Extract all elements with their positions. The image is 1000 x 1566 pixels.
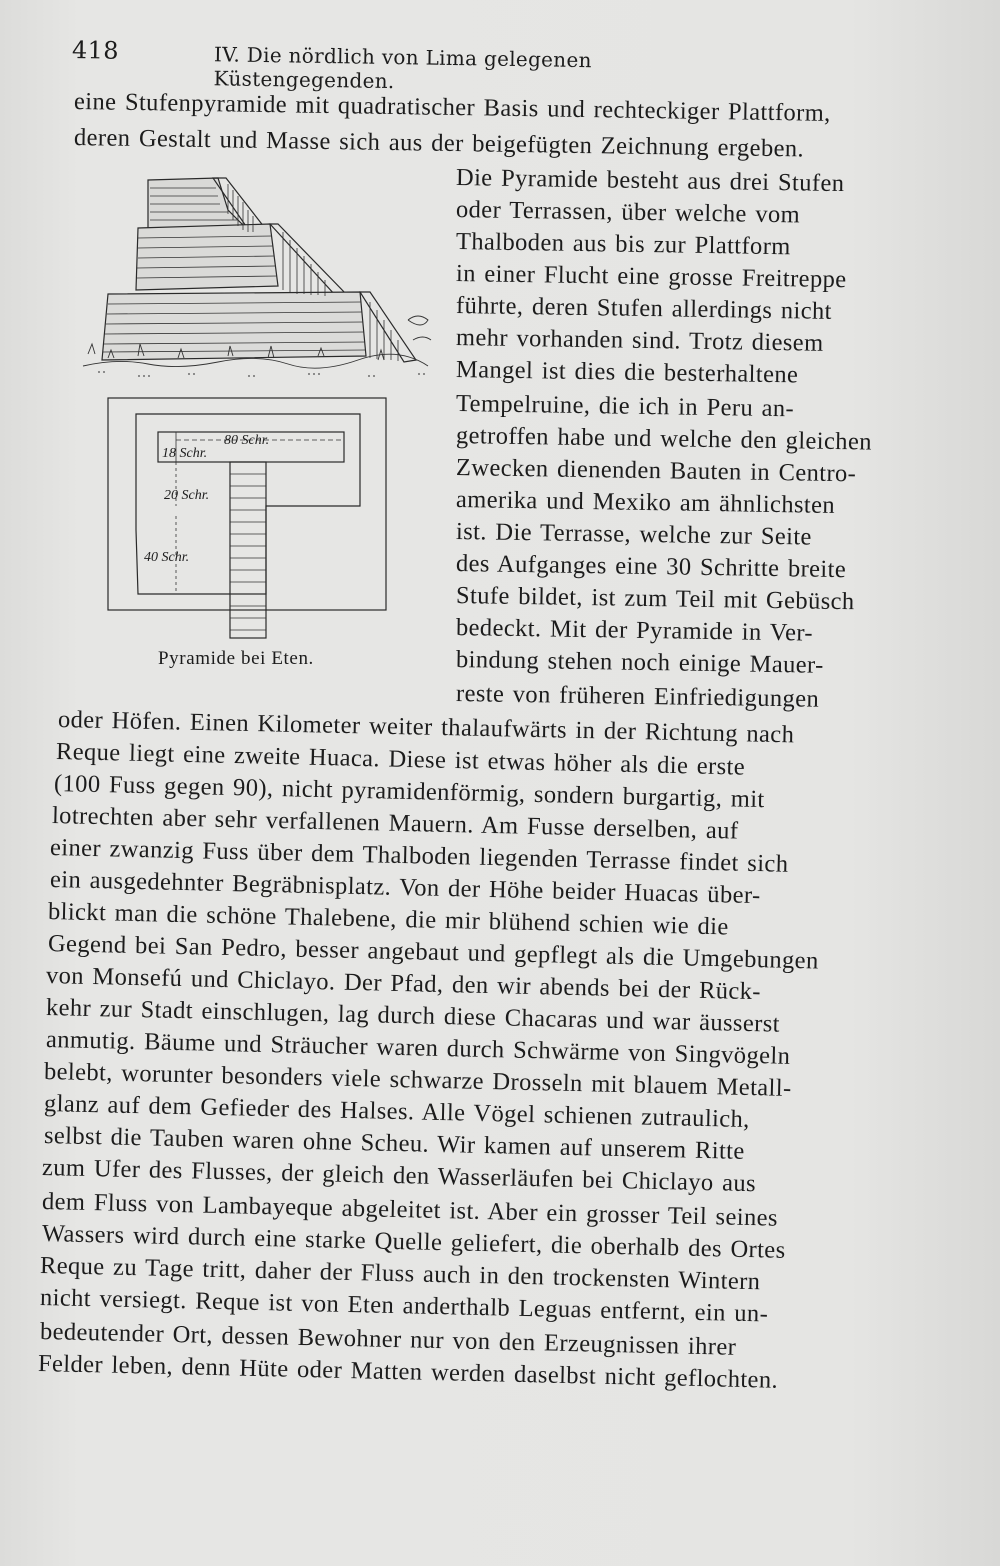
page-number: 418 — [71, 36, 119, 65]
text-line: selbst die Tauben waren ohne Scheu. Wir kamen auf unserem Ritte — [43, 1122, 746, 1165]
text-line: Reque zu Tage tritt, daher der Fluss auch in den trockensten Wintern — [39, 1252, 761, 1296]
text-line: führte, deren Stufen allerdings nicht — [455, 292, 833, 325]
text-line: mehr vorhanden sind. Trotz diesem — [455, 324, 824, 357]
text-line: lotrechten aber sehr verfallenen Mauern. Am Fusse derselben, auf — [51, 802, 739, 845]
text-line: bindung stehen noch einige Mauer- — [455, 646, 824, 679]
text-line: Wassers wird durch eine starke Quelle geliefert, die oberhalb des Ortes — [41, 1220, 786, 1264]
text-line: Tempelruine, die ich in Peru an- — [455, 390, 795, 423]
text-line: nicht versiegt. Reque ist von Eten anderthalb Leguas entfernt, ein un- — [39, 1284, 769, 1328]
dimension-40: 40 Schr. — [144, 550, 190, 565]
text-line: anmutig. Bäume und Sträucher waren durch Schwärme von Singvögeln — [45, 1026, 791, 1070]
text-line: Mangel ist dies die besterhaltene — [455, 356, 799, 389]
text-line: reste von früheren Einfriedigungen — [455, 680, 820, 713]
dimension-80: 80 Schr. — [224, 433, 270, 448]
text-line: blickt man die schöne Thalebene, die mir blühend schien wie die — [47, 898, 730, 941]
text-line: (100 Fuss gegen 90), nicht pyramidenförmig, sondern burgartig, mit — [53, 770, 765, 814]
text-line: oder Terrassen, über welche vom — [455, 196, 801, 229]
text-line: des Aufganges eine 30 Schritte breite — [455, 550, 847, 584]
text-line: Thalboden aus bis zur Plattform — [455, 228, 791, 261]
figure-caption: Pyramide bei Eten. — [158, 648, 314, 669]
text-line: belebt, worunter besonders viele schwarze Drosseln mit blauem Metall- — [43, 1058, 792, 1102]
text-line: ein ausgedehnter Begräbnisplatz. Von der Höhe beider Huacas über- — [49, 866, 761, 910]
text-line: zum Ufer des Flusses, der gleich den Wasserläufen bei Chiclayo aus — [41, 1154, 757, 1198]
pyramid-illustration — [78, 170, 448, 690]
text-line: kehr zur Stadt einschlugen, lag durch diese Chacaras und war äusserst — [45, 994, 781, 1038]
text-line: deren Gestalt und Masse sich aus der beigefügten Zeichnung ergeben. — [73, 124, 805, 163]
text-line: bedeutender Ort, dessen Bewohner nur von den Erzeugnissen ihrer — [39, 1318, 737, 1361]
text-line: oder Höfen. Einen Kilometer weiter thalaufwärts in der Richtung nach — [57, 706, 795, 749]
page-header — [71, 34, 773, 94]
text-line: eine Stufenpyramide mit quadratischer Basis und rechteckiger Plattform, — [73, 88, 831, 127]
text-line: dem Fluss von Lambayeque abgeleitet ist. Aber ein grosser Teil seines — [41, 1188, 779, 1232]
text-line: in einer Flucht eine grosse Freitreppe — [455, 260, 847, 294]
text-line: Gegend bei San Pedro, besser angebaut und gepflegt als die Umgebungen — [47, 930, 819, 975]
running-head: IV. Die nördlich von Lima gelegenen Küstengegenden. — [213, 42, 592, 94]
text-line: getroffen habe und welche den gleichen — [455, 422, 873, 456]
dimension-20: 20 Schr. — [164, 488, 210, 503]
text-line: glanz auf dem Gefieder des Halses. Alle Vögel schienen zutraulich, — [43, 1090, 751, 1134]
text-line: von Monsefú und Chiclayo. Der Pfad, den wir abends bei der Rück- — [45, 962, 762, 1006]
text-line: einer zwanzig Fuss über dem Thalboden liegenden Terrasse findet sich — [49, 834, 789, 878]
text-line: amerika und Mexiko am ähnlichsten — [455, 486, 836, 519]
pyramid-figure — [78, 170, 448, 690]
text-line: Felder leben, denn Hüte oder Matten werden daselbst nicht geflochten. — [37, 1350, 779, 1394]
text-line: Stufe bildet, ist zum Teil mit Gebüsch — [455, 582, 855, 616]
text-line: bedeckt. Mit der Pyramide in Ver- — [455, 614, 814, 647]
text-line: Reque liegt eine zweite Huaca. Diese ist etwas höher als die erste — [55, 738, 746, 781]
dimension-18: 18 Schr. — [162, 446, 208, 461]
text-line: Zwecken dienenden Bauten in Centro- — [455, 454, 857, 488]
text-line: ist. Die Terrasse, welche zur Seite — [455, 518, 813, 551]
text-line: Die Pyramide besteht aus drei Stufen — [455, 164, 845, 198]
